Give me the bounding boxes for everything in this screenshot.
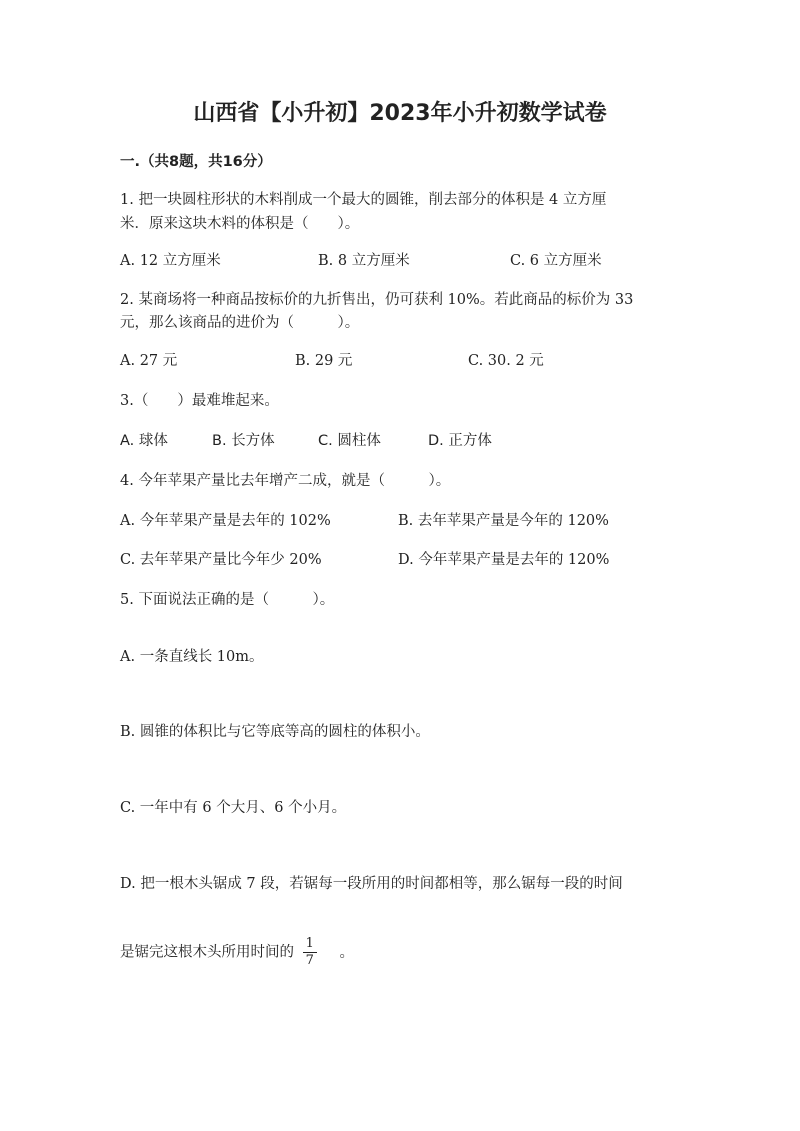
q4-text: 4. 今年苹果产量比去年增产二成，就是（ ）。 xyxy=(120,473,451,489)
q5-option-d-text: 是锯完这根木头所用时间的 xyxy=(120,944,294,961)
page-title: 山西省【小升初】2023年小升初数学试卷 xyxy=(193,101,607,126)
q4-option-c[interactable]: C. 去年苹果产量比今年少 20% xyxy=(120,552,322,568)
q1-text-line1: 1. 把一块圆柱形状的木料削成一个最大的圆锥，削去部分的体积是 4 立方厘 xyxy=(120,192,607,208)
q5-option-c[interactable]: C. 一年中有 6 个大月、6 个小月。 xyxy=(120,800,347,816)
q2-option-b[interactable]: B. 29 元 xyxy=(295,353,353,369)
q3-option-b[interactable]: B. 长方体 xyxy=(212,433,275,449)
q2-text-line1: 2. 某商场将一种商品按标价的九折售出，仍可获利 10%。若此商品的标价为 33 xyxy=(120,292,634,308)
q3-option-a[interactable]: A. 球体 xyxy=(120,433,168,449)
q3-option-c[interactable]: C. 圆柱体 xyxy=(318,433,381,449)
q2-text-line2: 元，那么该商品的进价为（ ）。 xyxy=(120,315,360,331)
q1-text-line2: 米．原来这块木料的体积是（ ）。 xyxy=(120,216,360,232)
q1-option-b[interactable]: B. 8 立方厘米 xyxy=(318,253,410,269)
q3-option-d[interactable]: D. 正方体 xyxy=(428,433,492,449)
q2-option-c[interactable]: C. 30. 2 元 xyxy=(468,353,544,369)
q4-option-b[interactable]: B. 去年苹果产量是今年的 120% xyxy=(398,513,609,529)
fraction-one-seventh xyxy=(303,936,317,969)
section-heading: 一.（共8题，共16分） xyxy=(120,154,272,170)
fraction-denominator: 7 xyxy=(305,953,314,968)
q4-option-d[interactable]: D. 今年苹果产量是去年的 120% xyxy=(398,552,610,568)
q5-option-a[interactable]: A. 一条直线长 10m。 xyxy=(120,649,264,665)
q5-option-d-end: 。 xyxy=(339,944,354,961)
q5-option-d-line2[interactable] xyxy=(120,936,354,969)
fraction-numerator: 1 xyxy=(303,936,317,953)
q2-option-a[interactable]: A. 27 元 xyxy=(120,353,178,369)
q4-option-a[interactable]: A. 今年苹果产量是去年的 102% xyxy=(120,513,331,529)
q1-option-a[interactable]: A. 12 立方厘米 xyxy=(120,253,221,269)
q5-option-b[interactable]: B. 圆锥的体积比与它等底等高的圆柱的体积小。 xyxy=(120,724,430,740)
q3-text: 3.（ ）最难堆起来。 xyxy=(120,393,279,409)
q5-option-d-line1[interactable]: D. 把一根木头锯成 7 段，若锯每一段所用的时间都相等，那么锯每一段的时间 xyxy=(120,876,623,892)
q5-text: 5. 下面说法正确的是（ ）。 xyxy=(120,592,335,608)
q1-option-c[interactable]: C. 6 立方厘米 xyxy=(510,253,602,269)
